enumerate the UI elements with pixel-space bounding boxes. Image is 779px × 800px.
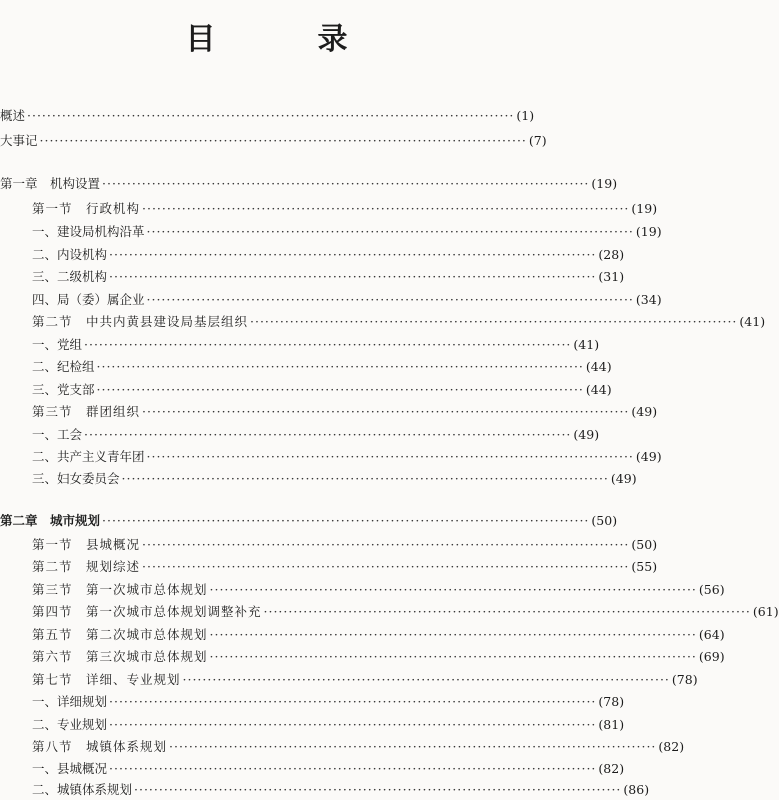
toc-entry-label: 一、工会 xyxy=(32,427,83,442)
leader-dots: ·································································································· xyxy=(209,582,697,597)
toc-entry[interactable] xyxy=(0,129,547,149)
toc-entry-label: 二、纪检组 xyxy=(32,359,95,374)
toc-entry[interactable] xyxy=(0,172,618,192)
toc-entry[interactable] xyxy=(0,578,725,598)
toc-entry-label: 第二节 中共内黄县建设局基层组织 xyxy=(32,314,249,329)
toc-entry[interactable] xyxy=(0,333,600,353)
toc-entry-label: 一、党组 xyxy=(32,337,83,352)
toc-entry-label: 二、内设机构 xyxy=(32,247,108,262)
toc-entry[interactable] xyxy=(0,310,766,330)
toc-entry-label: 二、共产主义青年团 xyxy=(32,449,145,464)
toc-entry[interactable] xyxy=(0,713,625,733)
toc-entry-page: (44) xyxy=(585,359,612,374)
toc-entry-page: (49) xyxy=(631,404,658,419)
toc-entry[interactable] xyxy=(0,243,625,263)
toc-entry-page: (61) xyxy=(752,604,779,619)
toc-entry-label: 第八节 城镇体系规划 xyxy=(32,739,168,754)
leader-dots: ·································································································· xyxy=(121,471,609,486)
toc-entry-label: 第二节 规划综述 xyxy=(32,559,141,574)
toc-entry-page: (41) xyxy=(739,314,766,329)
leader-dots: ·································································································· xyxy=(263,604,751,619)
toc-entry-page: (50) xyxy=(631,537,658,552)
leader-dots: ·································································································· xyxy=(134,782,622,797)
toc-entry-label: 第四节 第一次城市总体规划调整补充 xyxy=(32,604,262,619)
leader-dots: ·································································································· xyxy=(182,672,670,687)
toc-entry-page: (7) xyxy=(528,133,547,148)
toc-entry-label: 第一节 行政机构 xyxy=(32,201,141,216)
leader-dots: ·································································································· xyxy=(109,717,597,732)
toc-entry[interactable] xyxy=(0,555,658,575)
toc-entry[interactable] xyxy=(0,645,725,665)
toc-entry-page: (28) xyxy=(598,247,625,262)
leader-dots: ·································································································· xyxy=(96,359,584,374)
toc-entry-page: (86) xyxy=(623,782,650,797)
leader-dots: ·································································································· xyxy=(39,133,527,148)
toc-entry-label: 三、二级机构 xyxy=(32,269,108,284)
leader-dots: ·································································································· xyxy=(146,449,634,464)
leader-dots: ·································································································· xyxy=(96,382,584,397)
leader-dots: ·································································································· xyxy=(142,537,630,552)
leader-dots: ·································································································· xyxy=(27,108,515,123)
leader-dots: ·································································································· xyxy=(84,427,572,442)
leader-dots: ·································································································· xyxy=(209,649,697,664)
toc-entry[interactable] xyxy=(0,378,612,398)
leader-dots: ·································································································· xyxy=(84,337,572,352)
leader-dots: ·································································································· xyxy=(146,292,634,307)
leader-dots: ·································································································· xyxy=(142,559,630,574)
leader-dots: ·································································································· xyxy=(142,404,630,419)
toc-entry-page: (78) xyxy=(671,672,698,687)
toc-entry-label: 三、党支部 xyxy=(32,382,95,397)
toc-entry-page: (64) xyxy=(698,627,725,642)
toc-entry-label: 一、建设局机构沿革 xyxy=(32,224,145,239)
toc-entry[interactable] xyxy=(0,778,650,798)
toc-entry[interactable] xyxy=(0,533,658,553)
page-title: 目 录 xyxy=(185,22,384,57)
toc-entry[interactable] xyxy=(0,690,625,710)
toc-entry-label: 第五节 第二次城市总体规划 xyxy=(32,627,208,642)
leader-dots: ·································································································· xyxy=(102,176,590,191)
leader-dots: ·································································································· xyxy=(250,314,738,329)
toc-entry-page: (19) xyxy=(635,224,662,239)
leader-dots: ·································································································· xyxy=(109,247,597,262)
leader-dots: ·································································································· xyxy=(102,513,590,528)
toc-entry-label: 第三节 群团组织 xyxy=(32,404,141,419)
toc-entry-label: 三、妇女委员会 xyxy=(32,471,120,486)
toc-entry[interactable] xyxy=(0,104,535,124)
toc-entry[interactable] xyxy=(0,197,658,217)
toc-entry-label: 第一章 机构设置 xyxy=(0,176,101,191)
toc-entry[interactable] xyxy=(0,355,612,375)
toc-entry-page: (81) xyxy=(598,717,625,732)
toc-entry-page: (82) xyxy=(598,761,625,776)
toc-entry-label: 第六节 第三次城市总体规划 xyxy=(32,649,208,664)
toc-entry[interactable] xyxy=(0,735,685,755)
toc-entry-page: (49) xyxy=(610,471,637,486)
toc-entry-page: (34) xyxy=(635,292,662,307)
toc-entry[interactable] xyxy=(0,509,618,529)
toc-entry[interactable] xyxy=(0,400,658,420)
toc-entry-label: 大事记 xyxy=(0,133,38,148)
toc-entry-page: (19) xyxy=(591,176,618,191)
toc-entry-label: 概述 xyxy=(0,108,26,123)
toc-entry-page: (55) xyxy=(631,559,658,574)
toc-entry[interactable] xyxy=(0,623,725,643)
toc-entry[interactable] xyxy=(0,288,662,308)
toc-entry-page: (50) xyxy=(591,513,618,528)
toc-entry[interactable] xyxy=(0,445,662,465)
toc-entry-label: 第三节 第一次城市总体规划 xyxy=(32,582,208,597)
toc-entry-page: (56) xyxy=(698,582,725,597)
toc-entry[interactable] xyxy=(0,220,662,240)
leader-dots: ·································································································· xyxy=(109,761,597,776)
toc-entry-page: (69) xyxy=(698,649,725,664)
leader-dots: ·································································································· xyxy=(169,739,657,754)
leader-dots: ·································································································· xyxy=(109,269,597,284)
toc-entry-page: (19) xyxy=(631,201,658,216)
toc-entry-label: 四、局（委）属企业 xyxy=(32,292,145,307)
leader-dots: ·································································································· xyxy=(209,627,697,642)
leader-dots: ·································································································· xyxy=(109,694,597,709)
toc-entry-label: 第二章 城市规划 xyxy=(0,513,101,528)
toc-entry-page: (49) xyxy=(635,449,662,464)
toc-entry[interactable] xyxy=(0,668,698,688)
toc-entry-label: 二、专业规划 xyxy=(32,717,108,732)
toc-entry[interactable] xyxy=(0,600,779,620)
toc-entry-page: (82) xyxy=(658,739,685,754)
toc-entry-page: (41) xyxy=(573,337,600,352)
toc-entry-page: (44) xyxy=(585,382,612,397)
toc-entry[interactable] xyxy=(0,265,625,285)
leader-dots: ·································································································· xyxy=(146,224,634,239)
toc-entry[interactable] xyxy=(0,757,625,777)
toc-entry-page: (31) xyxy=(598,269,625,284)
toc-entry-page: (1) xyxy=(516,108,535,123)
toc-entry[interactable] xyxy=(0,423,600,443)
toc-entry-label: 一、县城概况 xyxy=(32,761,108,776)
toc-entry[interactable] xyxy=(0,467,637,487)
toc-entry-page: (78) xyxy=(598,694,625,709)
toc-entry-label: 第七节 详细、专业规划 xyxy=(32,672,181,687)
toc-entry-page: (49) xyxy=(573,427,600,442)
leader-dots: ·································································································· xyxy=(142,201,630,216)
toc-entry-label: 一、详细规划 xyxy=(32,694,108,709)
toc-entry-label: 二、城镇体系规划 xyxy=(32,782,133,797)
toc-entry-label: 第一节 县城概况 xyxy=(32,537,141,552)
